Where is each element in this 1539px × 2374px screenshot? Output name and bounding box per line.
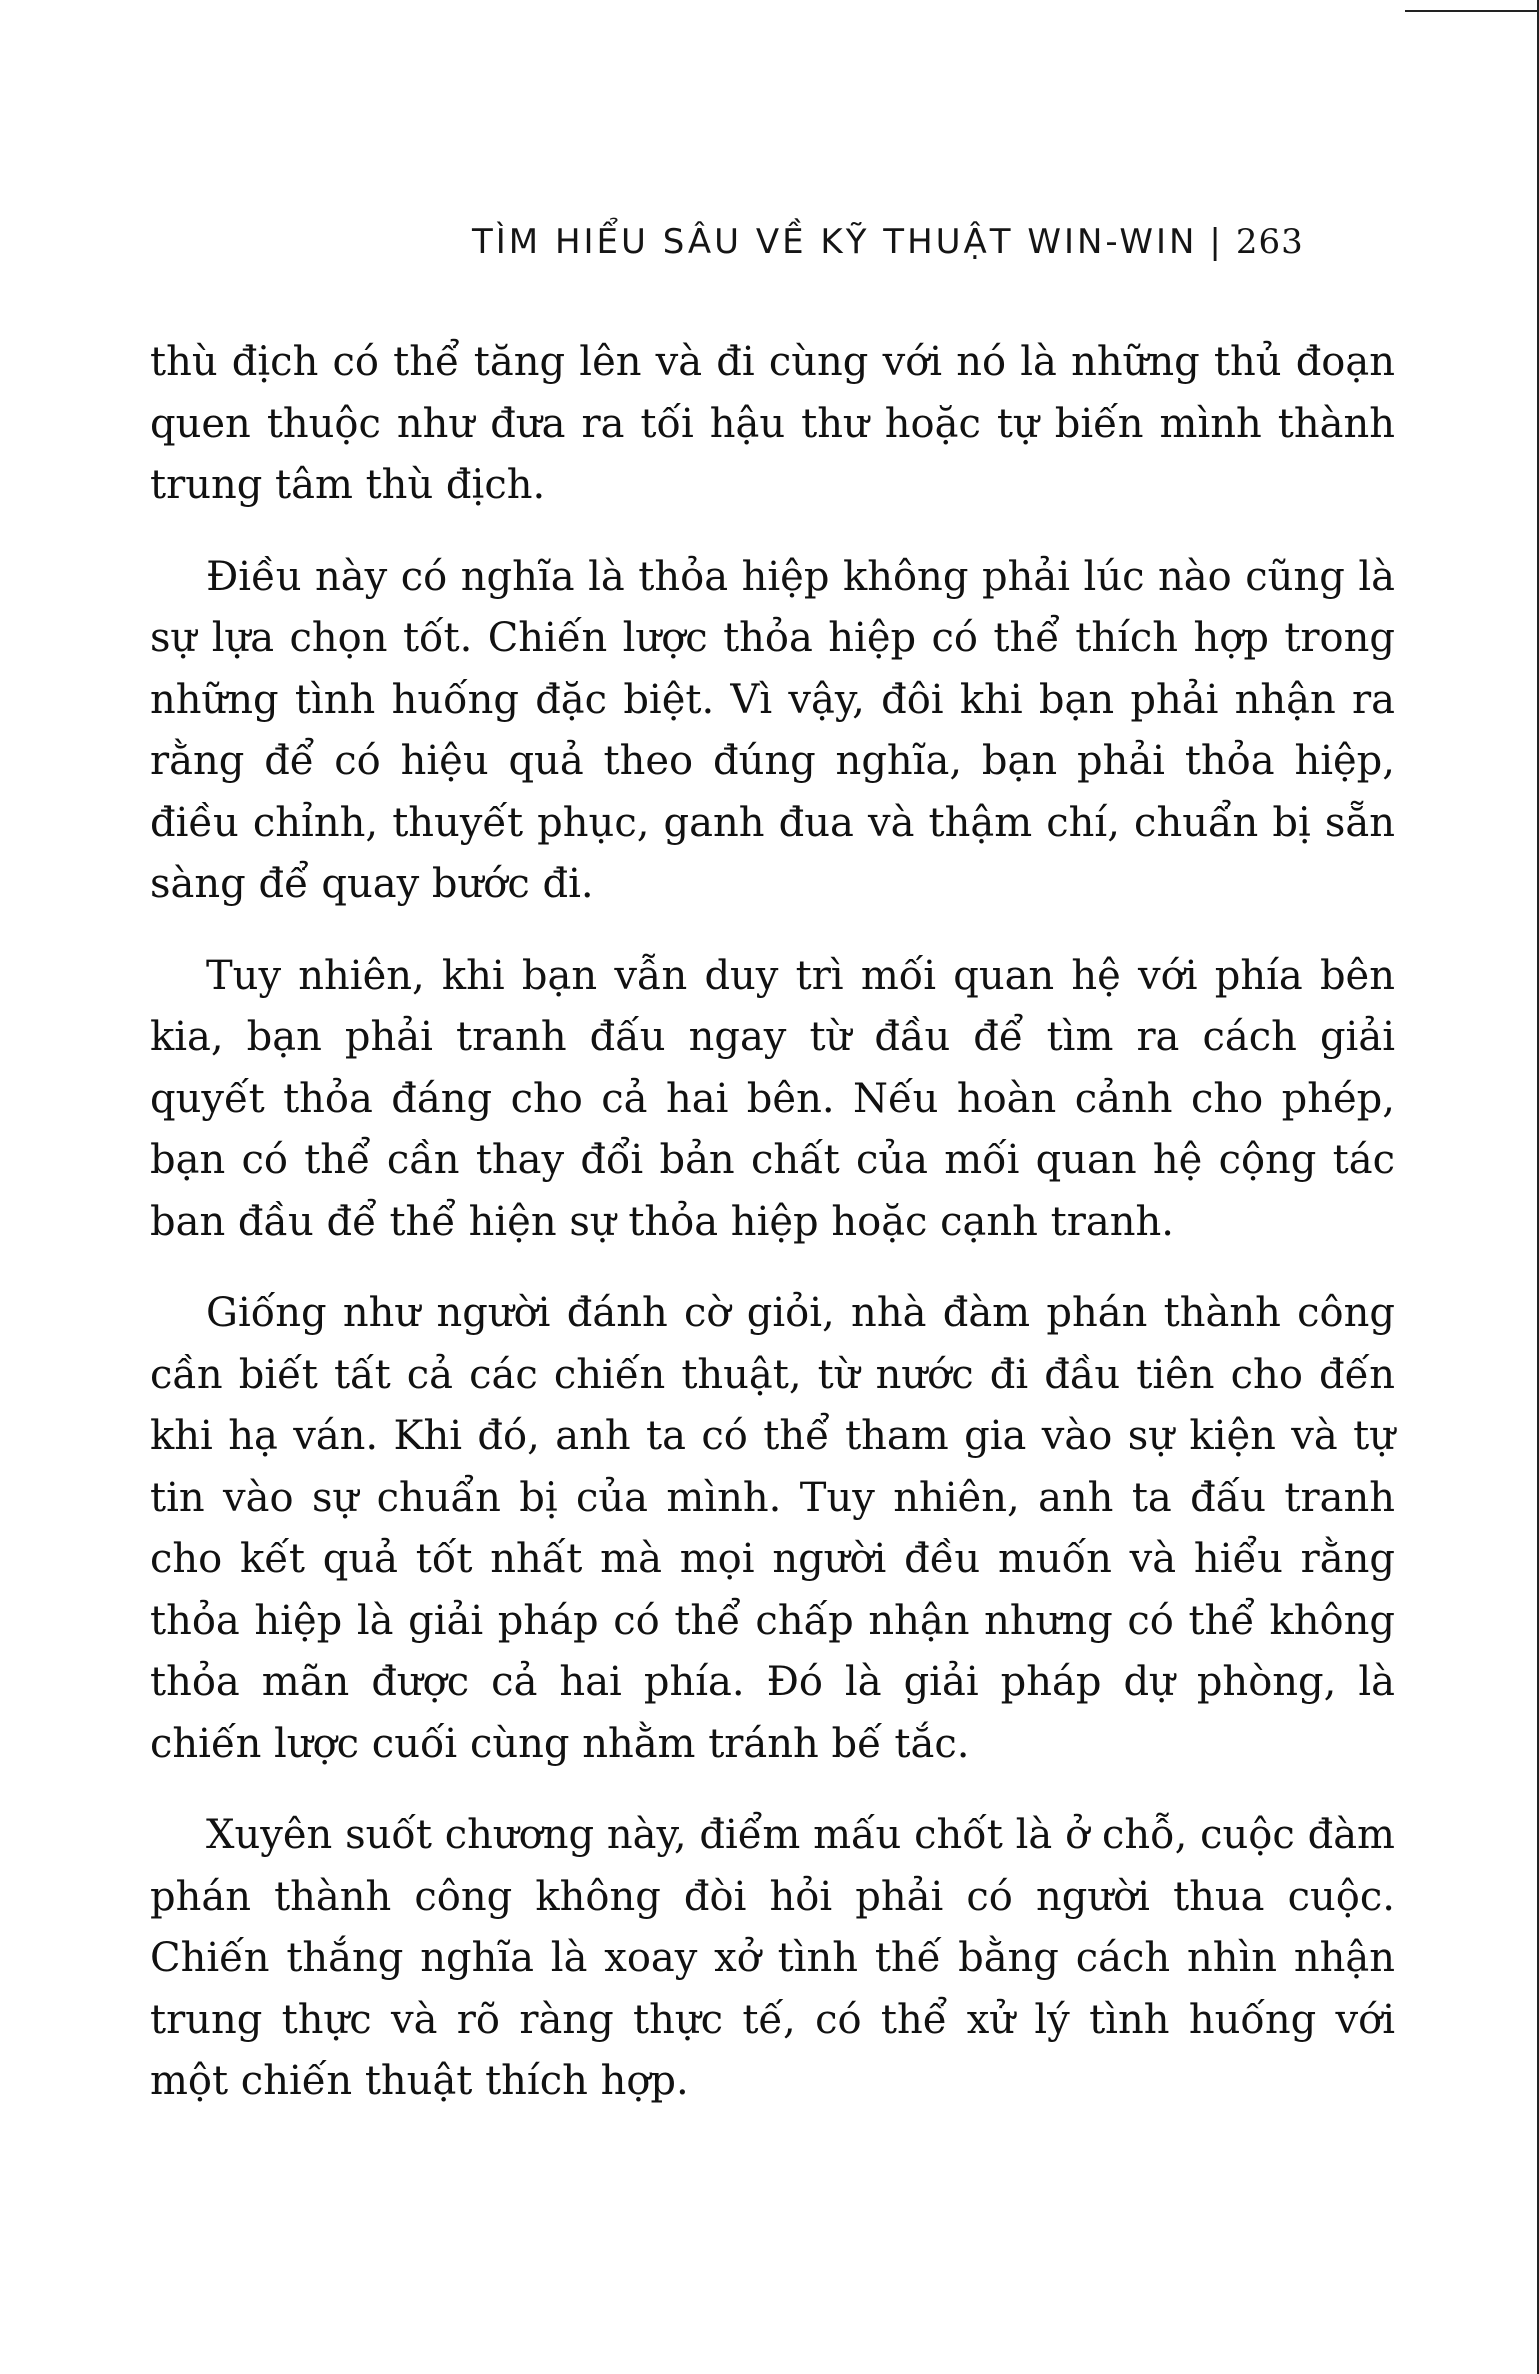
page-edge-top-line bbox=[1405, 10, 1539, 12]
paragraph-3: Tuy nhiên, khi bạn vẫn duy trì mối quan hệ với phía bên kia, bạn phải tranh đấu ngay từ đầu để tìm ra cách giải quyết thỏa đáng cho cả hai bên. Nếu hoàn cảnh cho phép, bạn có thể cần thay đổi bản chất của mối quan hệ cộng tác ban đầu để thể hiện sự thỏa hiệp hoặc cạnh tranh. bbox=[150, 952, 1395, 1245]
paragraph-4: Giống như người đánh cờ giỏi, nhà đàm phán thành công cần biết tất cả các chiến thuật, từ nước đi đầu tiên cho đến khi hạ ván. Khi đó, anh ta có thể tham gia vào sự kiện và tự tin vào sự chuẩn bị của mình. Tuy nhiên, anh ta đấu tranh cho kết quả tốt nhất mà mọi người đều muốn và hiểu rằng thỏa hiệp là giải pháp có thể chấp nhận nhưng có thể không thỏa mãn được cả hai phía. Đó là giải pháp dự phòng, là chiến lược cuối cùng nhằm tránh bế tắc. bbox=[150, 1290, 1395, 1767]
header-separator: | bbox=[1209, 222, 1224, 262]
paragraph-2: Điều này có nghĩa là thỏa hiệp không phải lúc nào cũng là sự lựa chọn tốt. Chiến lược thỏa hiệp có thể thích hợp trong những tình huống đặc biệt. Vì vậy, đôi khi bạn phải nhận ra rằng để có hiệu quả theo đúng nghĩa, bạn phải thỏa hiệp, điều chỉnh, thuyết phục, ganh đua và thậm chí, chuẩn bị sẵn sàng để quay bước đi. bbox=[150, 553, 1395, 907]
paragraph-1: thù địch có thể tăng lên và đi cùng với nó là những thủ đoạn quen thuộc như đưa ra tối hậu thư hoặc tự biến mình thành trung tâm thù địch. bbox=[150, 339, 1395, 508]
page-number: 263 bbox=[1235, 222, 1304, 262]
paragraph-5: Xuyên suốt chương này, điểm mấu chốt là ở chỗ, cuộc đàm phán thành công không đòi hỏi phải có người thua cuộc. Chiến thắng nghĩa là xoay xở tình thế bằng cách nhìn nhận trung thực và rõ ràng thực tế, có thể xử lý tình huống với một chiến thuật thích hợp. bbox=[150, 1812, 1395, 2104]
running-header bbox=[472, 222, 1402, 262]
body-text bbox=[150, 332, 1395, 2113]
running-title: TÌM HIỂU SÂU VỀ KỸ THUẬT WIN-WIN bbox=[472, 222, 1198, 262]
